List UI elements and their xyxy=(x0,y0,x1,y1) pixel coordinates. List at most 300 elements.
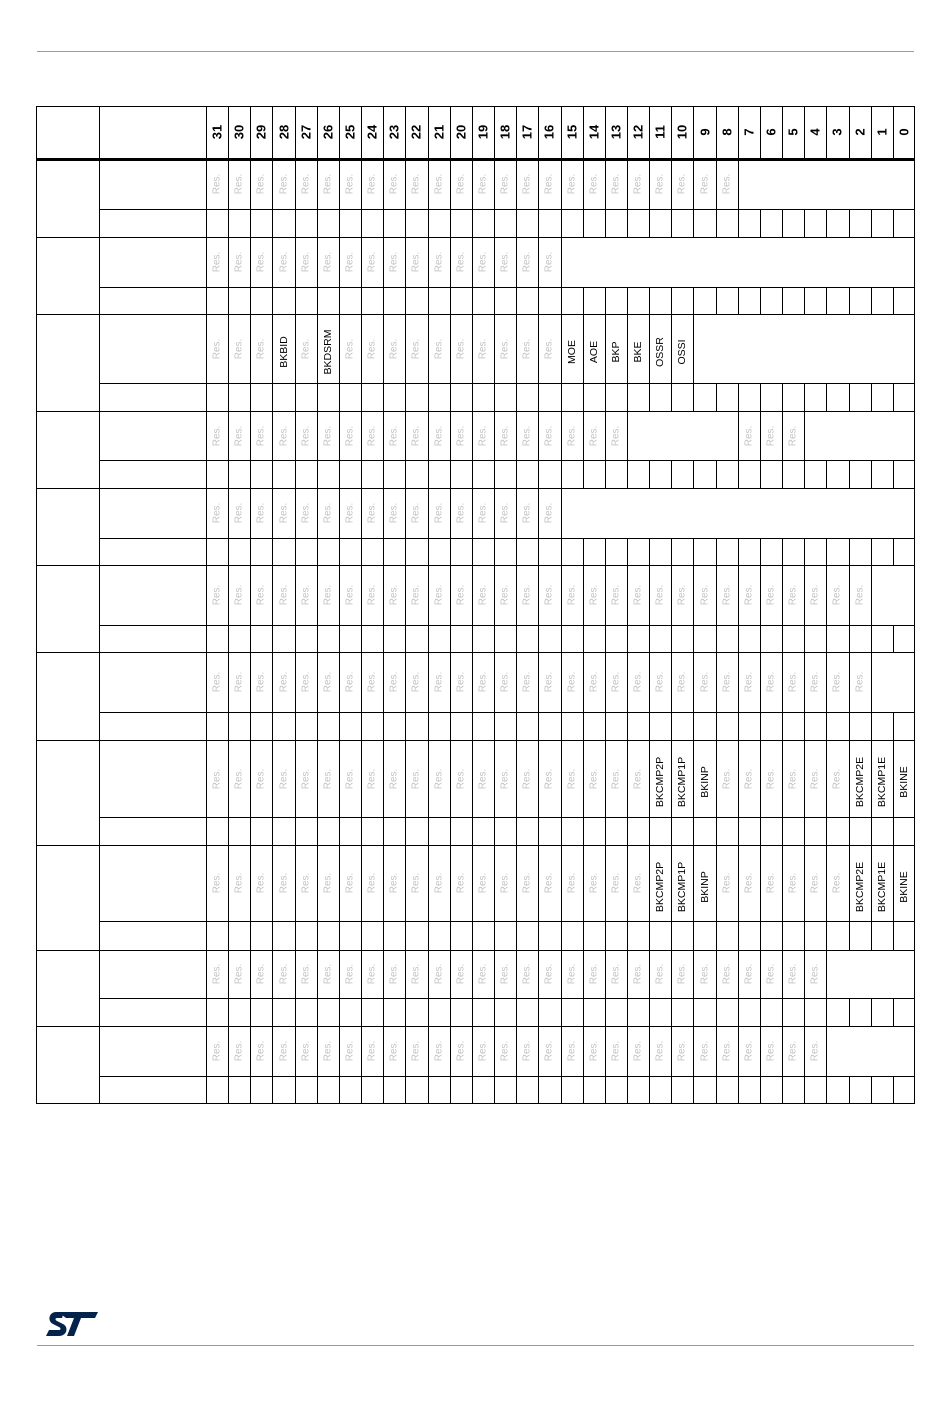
header-bit-divider xyxy=(893,106,894,159)
field-bit-divider xyxy=(450,159,451,209)
reserved-bit-label: Res. xyxy=(300,338,312,359)
reset-bit-divider xyxy=(494,209,495,237)
reserved-bit-label: Res. xyxy=(787,584,799,606)
field-bit-divider xyxy=(605,652,606,712)
header-bit-divider xyxy=(472,106,473,159)
reserved-bit-label: Res. xyxy=(344,584,356,606)
reset-bit-divider xyxy=(561,209,562,237)
reserved-bit-label: Res. xyxy=(543,671,555,693)
field-bit-divider xyxy=(494,565,495,625)
bit-number: 27 xyxy=(298,124,314,140)
field-bit-divider xyxy=(826,740,827,817)
reserved-bit-label: Res. xyxy=(787,872,799,894)
reset-bit-divider xyxy=(516,921,517,950)
reserved-bit-label: Res. xyxy=(610,963,622,985)
reset-bit-divider xyxy=(383,712,384,740)
reset-bit-divider xyxy=(428,817,429,845)
reserved-bit-label: Res. xyxy=(566,872,578,894)
reserved-bit-label: Res. xyxy=(743,671,755,693)
field-bit-divider xyxy=(849,845,850,921)
field-bit-divider xyxy=(738,652,739,712)
field-bit-divider xyxy=(826,845,827,921)
reserved-bit-label: Res. xyxy=(433,584,445,606)
field-bit-divider xyxy=(716,950,717,998)
reserved-bit-label: Res. xyxy=(477,671,489,693)
reset-value-row-border xyxy=(99,383,915,384)
field-bit-divider xyxy=(272,652,273,712)
reserved-bit-label: Res. xyxy=(676,584,688,606)
header-bit-divider xyxy=(405,106,406,159)
bit-number: 15 xyxy=(564,124,580,140)
field-bit-divider xyxy=(339,740,340,817)
field-name-label: BKCMP2E xyxy=(853,861,866,912)
field-bit-divider xyxy=(228,159,229,209)
reserved-bit-label: Res. xyxy=(499,963,511,985)
reset-bit-divider xyxy=(693,538,694,565)
field-bit-divider xyxy=(428,845,429,921)
reserved-bit-label: Res. xyxy=(699,671,711,693)
reserved-bit-label: Res. xyxy=(366,338,378,359)
reset-bit-divider xyxy=(516,625,517,652)
reset-bit-divider xyxy=(472,383,473,411)
field-bit-divider xyxy=(228,411,229,460)
reserved-bit-label: Res. xyxy=(211,671,223,693)
field-bit-divider xyxy=(317,652,318,712)
field-name-label: BKE xyxy=(632,341,645,363)
reset-bit-divider xyxy=(871,209,872,237)
reset-bit-divider xyxy=(405,998,406,1026)
reset-bit-divider xyxy=(649,460,650,488)
field-bit-divider xyxy=(494,411,495,460)
field-bit-divider xyxy=(472,159,473,209)
field-bit-divider xyxy=(250,314,251,383)
reset-bit-divider xyxy=(738,625,739,652)
reset-bit-divider xyxy=(849,287,850,314)
reserved-bit-label: Res. xyxy=(300,251,312,273)
field-bit-divider xyxy=(826,950,827,998)
reserved-bit-label: Res. xyxy=(410,584,422,606)
bit-number: 18 xyxy=(497,124,513,140)
reset-bit-divider xyxy=(804,1076,805,1103)
reset-bit-divider xyxy=(583,538,584,565)
field-bit-divider xyxy=(583,740,584,817)
field-bit-divider xyxy=(516,950,517,998)
field-bit-divider xyxy=(716,652,717,712)
reset-bit-divider xyxy=(361,712,362,740)
reserved-bit-label: Res. xyxy=(566,425,578,446)
reset-bit-divider xyxy=(693,287,694,314)
reset-bit-divider xyxy=(383,1076,384,1103)
bit-number: 23 xyxy=(386,124,402,140)
reset-bit-divider xyxy=(583,287,584,314)
field-bit-divider xyxy=(671,950,672,998)
field-bit-divider xyxy=(250,740,251,817)
field-bit-divider xyxy=(383,314,384,383)
field-bit-divider xyxy=(405,950,406,998)
field-bit-divider xyxy=(849,565,850,625)
reserved-bit-label: Res. xyxy=(366,502,378,524)
reserved-bit-label: Res. xyxy=(743,872,755,894)
reset-bit-divider xyxy=(228,287,229,314)
reset-bit-divider xyxy=(649,1076,650,1103)
reset-bit-divider xyxy=(250,538,251,565)
reset-bit-divider xyxy=(317,538,318,565)
field-bit-divider xyxy=(738,1026,739,1076)
reset-bit-divider xyxy=(295,1076,296,1103)
reset-bit-divider xyxy=(538,209,539,237)
field-bit-divider xyxy=(561,740,562,817)
field-name-label: OSSR xyxy=(654,337,667,367)
field-bit-divider xyxy=(405,1026,406,1076)
field-bit-divider xyxy=(538,845,539,921)
reset-bit-divider xyxy=(428,460,429,488)
reserved-bit-label: Res. xyxy=(233,584,245,606)
field-bit-divider xyxy=(605,314,606,383)
field-bit-divider xyxy=(605,1026,606,1076)
reserved-bit-label: Res. xyxy=(211,173,223,195)
reset-bit-divider xyxy=(804,209,805,237)
reset-bit-divider xyxy=(516,712,517,740)
field-bit-divider xyxy=(317,411,318,460)
reset-bit-divider xyxy=(561,460,562,488)
field-bit-divider xyxy=(228,740,229,817)
field-bit-divider xyxy=(782,950,783,998)
reset-bit-divider xyxy=(317,383,318,411)
field-name-label: BKCMP1E xyxy=(875,861,888,912)
reserved-bit-label: Res. xyxy=(809,1040,821,1062)
reset-bit-divider xyxy=(272,1076,273,1103)
reserved-bit-label: Res. xyxy=(809,768,821,789)
reset-bit-divider xyxy=(804,383,805,411)
register-block-border xyxy=(36,411,915,412)
reset-bit-divider xyxy=(494,1076,495,1103)
field-bit-divider xyxy=(494,237,495,287)
bit-number: 20 xyxy=(453,124,469,140)
reserved-bit-label: Res. xyxy=(344,671,356,693)
field-bit-divider xyxy=(405,411,406,460)
reset-bit-divider xyxy=(228,625,229,652)
field-bit-divider xyxy=(893,740,894,817)
reserved-bit-label: Res. xyxy=(543,251,555,273)
field-bit-divider xyxy=(361,950,362,998)
reset-bit-divider xyxy=(450,712,451,740)
reset-bit-divider xyxy=(605,998,606,1026)
reserved-bit-label: Res. xyxy=(211,768,223,789)
reset-bit-divider xyxy=(472,817,473,845)
reset-bit-divider xyxy=(361,287,362,314)
reserved-bit-label: Res. xyxy=(300,963,312,985)
reset-bit-divider xyxy=(826,460,827,488)
reset-bit-divider xyxy=(649,209,650,237)
reset-bit-divider xyxy=(317,817,318,845)
field-bit-divider xyxy=(295,740,296,817)
reserved-bit-label: Res. xyxy=(787,963,799,985)
reset-bit-divider xyxy=(450,625,451,652)
reserved-bit-label: Res. xyxy=(765,425,777,446)
register-block-border xyxy=(36,314,915,315)
header-bit-divider xyxy=(871,106,872,159)
bit-number: 19 xyxy=(475,124,491,140)
reserved-bit-label: Res. xyxy=(233,425,245,446)
reset-bit-divider xyxy=(583,998,584,1026)
reset-bit-divider xyxy=(428,538,429,565)
reset-bit-divider xyxy=(782,625,783,652)
reset-bit-divider xyxy=(605,712,606,740)
reset-bit-divider xyxy=(893,538,894,565)
reset-bit-divider xyxy=(760,817,761,845)
field-name-label: BKP xyxy=(609,341,622,363)
reset-bit-divider xyxy=(361,383,362,411)
reserved-bit-label: Res. xyxy=(388,425,400,446)
reserved-bit-label: Res. xyxy=(455,963,467,985)
field-bit-divider xyxy=(561,845,562,921)
reserved-bit-label: Res. xyxy=(588,584,600,606)
reserved-bit-label: Res. xyxy=(388,251,400,273)
reset-bit-divider xyxy=(450,460,451,488)
field-bit-divider xyxy=(450,488,451,538)
field-bit-divider xyxy=(250,159,251,209)
field-bit-divider xyxy=(228,950,229,998)
field-bit-divider xyxy=(472,565,473,625)
reserved-bit-label: Res. xyxy=(610,872,622,894)
field-name-label: BKCMP2P xyxy=(654,861,667,912)
reset-bit-divider xyxy=(893,712,894,740)
register-block-border xyxy=(36,845,915,846)
field-bit-divider xyxy=(472,950,473,998)
field-bit-divider xyxy=(693,740,694,817)
field-bit-divider xyxy=(361,1026,362,1076)
reset-bit-divider xyxy=(627,998,628,1026)
bit-number: 8 xyxy=(719,128,735,136)
reserved-bit-label: Res. xyxy=(344,502,356,524)
reserved-bit-label: Res. xyxy=(477,1040,489,1062)
reset-bit-divider xyxy=(871,460,872,488)
reset-bit-divider xyxy=(361,998,362,1026)
reset-bit-divider xyxy=(849,460,850,488)
reserved-bit-label: Res. xyxy=(543,338,555,359)
reset-bit-divider xyxy=(472,209,473,237)
reset-bit-divider xyxy=(649,712,650,740)
header-separator xyxy=(36,158,915,161)
reset-bit-divider xyxy=(361,460,362,488)
reset-bit-divider xyxy=(849,712,850,740)
reset-bit-divider xyxy=(583,625,584,652)
reset-value-row-border xyxy=(99,998,915,999)
field-bit-divider xyxy=(605,411,606,460)
reset-bit-divider xyxy=(893,287,894,314)
field-bit-divider xyxy=(339,652,340,712)
reset-bit-divider xyxy=(760,712,761,740)
reset-bit-divider xyxy=(494,538,495,565)
reset-bit-divider xyxy=(494,287,495,314)
field-bit-divider xyxy=(272,314,273,383)
field-bit-divider xyxy=(561,159,562,209)
reserved-bit-label: Res. xyxy=(433,1040,445,1062)
reset-bit-divider xyxy=(804,817,805,845)
reset-bit-divider xyxy=(760,1076,761,1103)
field-bit-divider xyxy=(538,740,539,817)
reset-bit-divider xyxy=(317,1076,318,1103)
reserved-bit-label: Res. xyxy=(543,872,555,894)
reserved-bit-label: Res. xyxy=(211,425,223,446)
reserved-bit-label: Res. xyxy=(366,768,378,789)
reserved-bit-label: Res. xyxy=(322,251,334,273)
reserved-bit-label: Res. xyxy=(566,173,578,195)
field-bit-divider xyxy=(671,845,672,921)
table-left-border xyxy=(36,106,37,1103)
field-bit-divider xyxy=(428,411,429,460)
reserved-bit-label: Res. xyxy=(233,251,245,273)
field-bit-divider xyxy=(760,565,761,625)
field-bit-divider xyxy=(649,652,650,712)
reset-bit-divider xyxy=(272,460,273,488)
field-bit-divider xyxy=(361,159,362,209)
field-name-label: BKINP xyxy=(698,766,711,799)
field-bit-divider xyxy=(561,565,562,625)
field-bit-divider xyxy=(228,237,229,287)
reserved-bit-label: Res. xyxy=(344,872,356,894)
reserved-bit-label: Res. xyxy=(499,1040,511,1062)
reserved-bit-label: Res. xyxy=(344,251,356,273)
field-bit-divider xyxy=(516,652,517,712)
reset-bit-divider xyxy=(871,712,872,740)
field-bit-divider xyxy=(605,950,606,998)
reset-bit-divider xyxy=(383,383,384,411)
field-bit-divider xyxy=(272,845,273,921)
bit-number: 24 xyxy=(364,124,380,140)
field-bit-divider xyxy=(760,950,761,998)
bit-number: 14 xyxy=(586,124,602,140)
reset-bit-divider xyxy=(826,383,827,411)
reset-bit-divider xyxy=(383,538,384,565)
reset-bit-divider xyxy=(295,712,296,740)
reset-bit-divider xyxy=(538,625,539,652)
header-bit-divider xyxy=(494,106,495,159)
reserved-bit-label: Res. xyxy=(521,251,533,273)
reserved-bit-label: Res. xyxy=(300,1040,312,1062)
reserved-bit-label: Res. xyxy=(721,671,733,693)
field-bit-divider xyxy=(693,159,694,209)
reserved-bit-label: Res. xyxy=(233,1040,245,1062)
reset-bit-divider xyxy=(561,921,562,950)
field-bit-divider xyxy=(583,1026,584,1076)
field-bit-divider xyxy=(228,652,229,712)
reserved-bit-label: Res. xyxy=(721,963,733,985)
reserved-bit-label: Res. xyxy=(233,173,245,195)
field-bit-divider xyxy=(649,740,650,817)
reset-bit-divider xyxy=(538,712,539,740)
field-bit-divider xyxy=(561,314,562,383)
field-bit-divider xyxy=(428,652,429,712)
header-bit-divider xyxy=(339,106,340,159)
field-bit-divider xyxy=(494,314,495,383)
footer-rule xyxy=(37,1345,914,1346)
header-bit-divider xyxy=(826,106,827,159)
field-bit-divider xyxy=(450,565,451,625)
reserved-bit-label: Res. xyxy=(743,1040,755,1062)
field-bit-divider xyxy=(339,159,340,209)
reset-bit-divider xyxy=(583,383,584,411)
field-bit-divider xyxy=(804,565,805,625)
reset-value-row-border xyxy=(99,1076,915,1077)
reset-bit-divider xyxy=(516,538,517,565)
header-bit-divider xyxy=(849,106,850,159)
field-bit-divider xyxy=(383,950,384,998)
reserved-bit-label: Res. xyxy=(388,584,400,606)
reset-bit-divider xyxy=(228,1076,229,1103)
header-bit-divider xyxy=(516,106,517,159)
reset-bit-divider xyxy=(693,460,694,488)
reserved-bit-label: Res. xyxy=(566,584,578,606)
reserved-bit-label: Res. xyxy=(322,963,334,985)
reset-bit-divider xyxy=(516,1076,517,1103)
reserved-bit-label: Res. xyxy=(255,584,267,606)
reset-bit-divider xyxy=(716,712,717,740)
field-bit-divider xyxy=(317,1026,318,1076)
reserved-bit-label: Res. xyxy=(721,768,733,789)
reserved-bit-label: Res. xyxy=(300,425,312,446)
reset-bit-divider xyxy=(893,921,894,950)
reserved-bit-label: Res. xyxy=(433,671,445,693)
field-name-label: BKCMP1P xyxy=(676,861,689,912)
reserved-bit-label: Res. xyxy=(477,768,489,789)
reset-bit-divider xyxy=(671,712,672,740)
reserved-bit-label: Res. xyxy=(211,251,223,273)
reset-bit-divider xyxy=(228,712,229,740)
reserved-bit-label: Res. xyxy=(654,584,666,606)
reset-bit-divider xyxy=(295,921,296,950)
reset-bit-divider xyxy=(849,921,850,950)
field-bit-divider xyxy=(561,1026,562,1076)
reserved-bit-label: Res. xyxy=(455,425,467,446)
reserved-bit-label: Res. xyxy=(632,872,644,894)
field-bit-divider xyxy=(272,237,273,287)
reserved-bit-label: Res. xyxy=(521,872,533,894)
reset-bit-divider xyxy=(494,921,495,950)
field-bit-divider xyxy=(361,652,362,712)
field-bit-divider xyxy=(450,237,451,287)
reset-bit-divider xyxy=(538,538,539,565)
reserved-bit-label: Res. xyxy=(410,251,422,273)
reserved-bit-label: Res. xyxy=(477,584,489,606)
field-bit-divider xyxy=(317,565,318,625)
reserved-bit-label: Res. xyxy=(300,584,312,606)
field-bit-divider xyxy=(228,314,229,383)
reset-bit-divider xyxy=(450,209,451,237)
field-bit-divider xyxy=(383,1026,384,1076)
field-bit-divider xyxy=(583,845,584,921)
bit-number: 4 xyxy=(807,128,823,136)
reset-bit-divider xyxy=(339,287,340,314)
field-bit-divider xyxy=(428,237,429,287)
reserved-bit-label: Res. xyxy=(809,584,821,606)
reserved-bit-label: Res. xyxy=(676,963,688,985)
field-bit-divider xyxy=(317,237,318,287)
register-block-border xyxy=(36,237,915,238)
reset-bit-divider xyxy=(450,817,451,845)
reset-bit-divider xyxy=(760,460,761,488)
reserved-bit-label: Res. xyxy=(455,671,467,693)
reserved-bit-label: Res. xyxy=(278,173,290,195)
field-bit-divider xyxy=(450,411,451,460)
reset-bit-divider xyxy=(893,998,894,1026)
reserved-bit-label: Res. xyxy=(765,768,777,789)
reserved-bit-label: Res. xyxy=(410,173,422,195)
reset-bit-divider xyxy=(295,460,296,488)
reset-bit-divider xyxy=(383,625,384,652)
reserved-bit-label: Res. xyxy=(477,963,489,985)
reserved-bit-label: Res. xyxy=(233,502,245,524)
